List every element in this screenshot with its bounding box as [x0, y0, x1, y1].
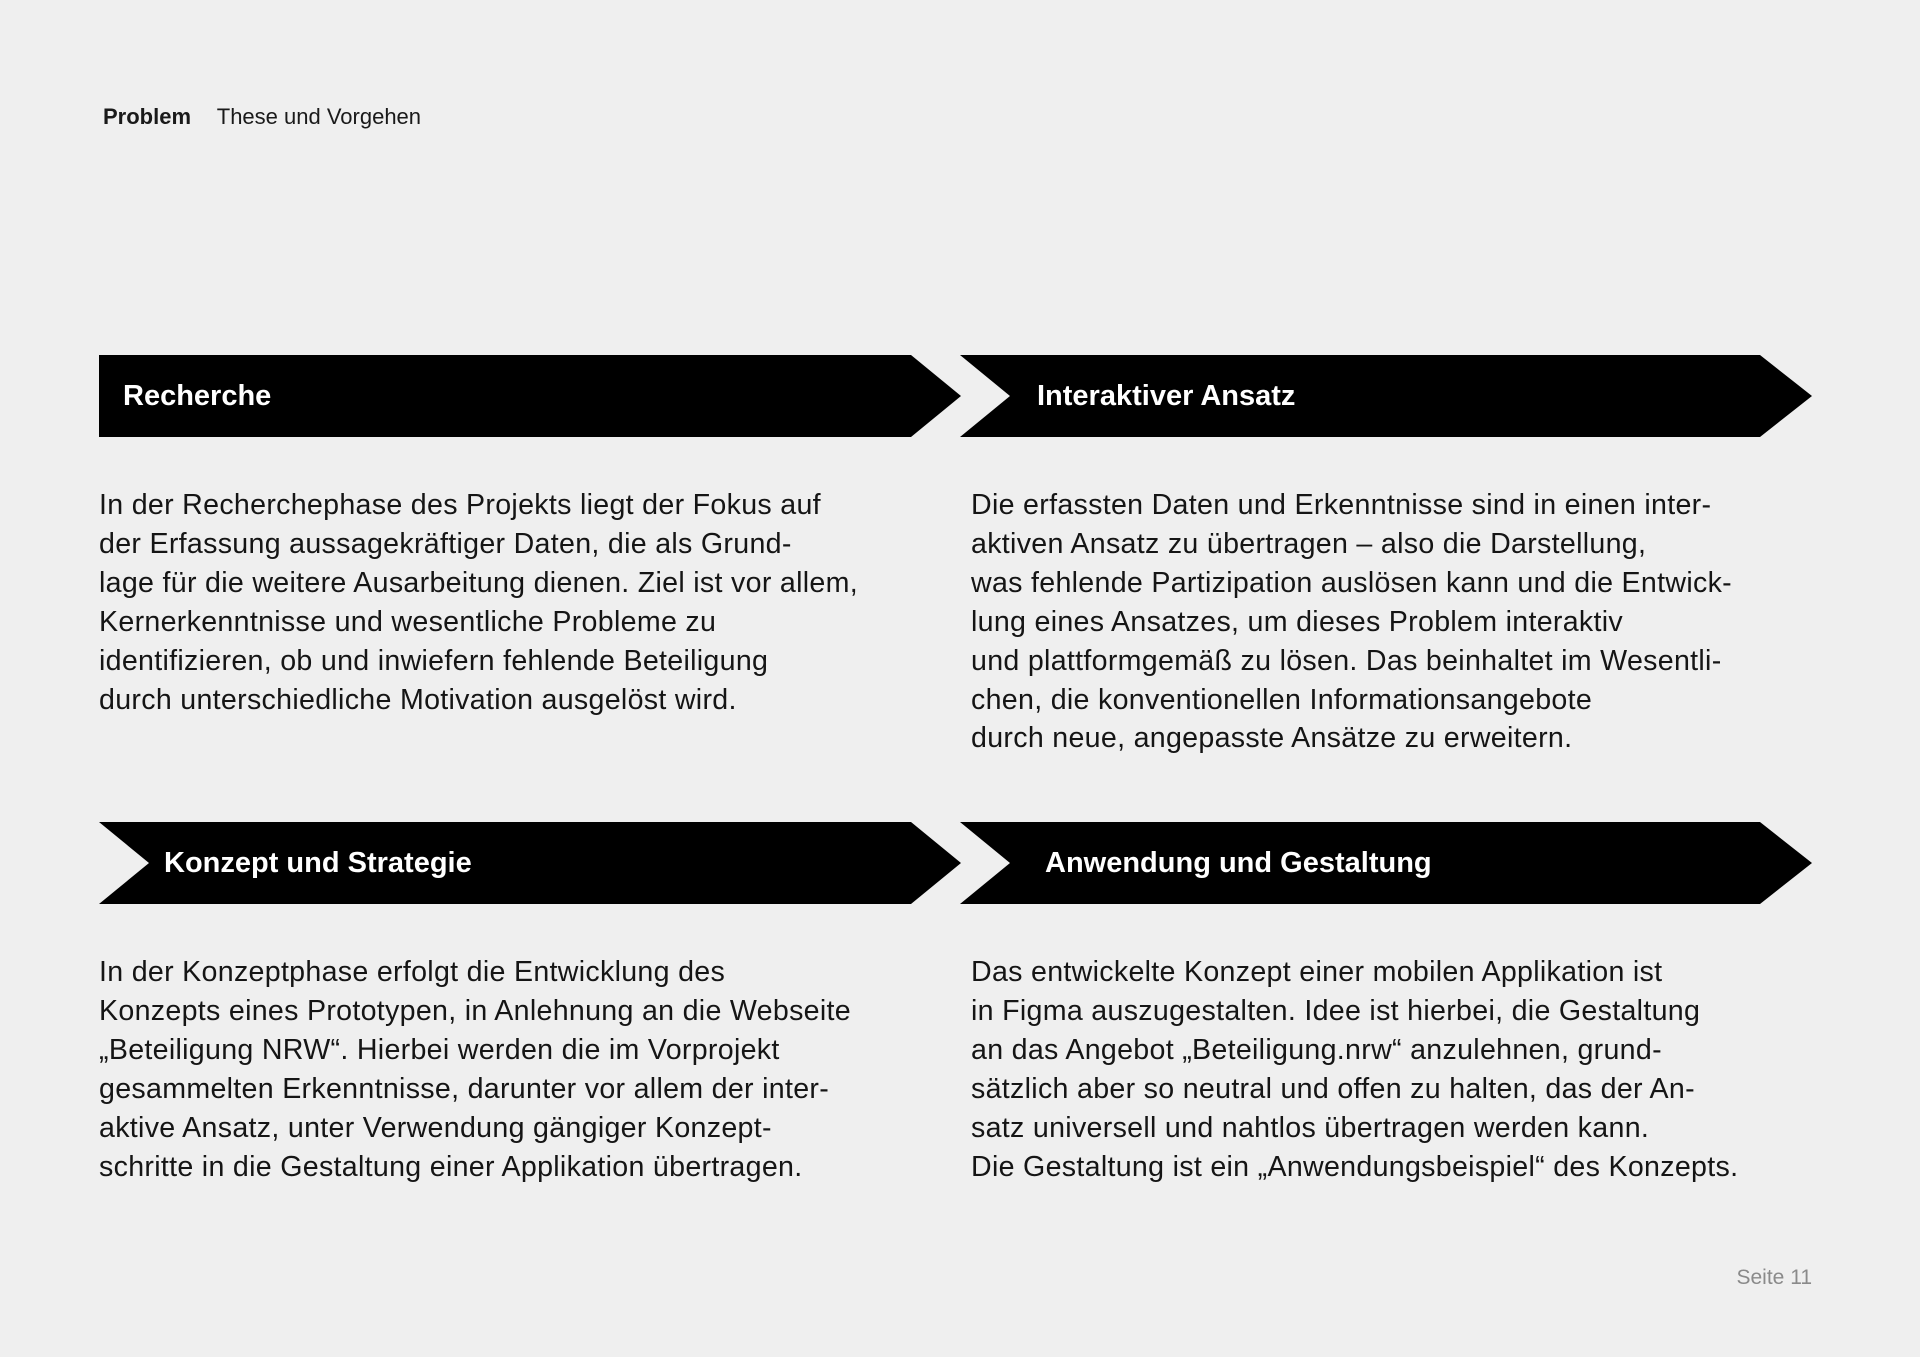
page-number: Seite 11 [1736, 1266, 1812, 1289]
step-arrow-recherche [99, 355, 961, 437]
breadcrumb [103, 104, 421, 130]
step-description-konzept-und-strategie: In der Konzeptphase erfolgt die Entwicklung des Konzepts eines Prototypen, in Anlehnung an die Webseite „Beteiligung NRW“. Hierbei werden die im Vorprojekt gesammelten Erkenntnisse, darunter vor allem der inter- aktive Ansatz, unter Verwendung gängiger Konzept- schritte in die Gestaltung einer Applikation übertragen. [99, 956, 851, 1183]
step-description-interaktiver-ansatz: Die erfassten Daten und Erkenntnisse sind in einen inter- aktiven Ansatz zu übertragen – also die Darstellung, was fehlende Partizipation auslösen kann und die Entwick- lung eines Ansatzes, um dieses Problem interaktiv und plattformgemäß zu lösen. Das beinhaltet im Wesentli- chen, die konventionellen Informationsangebote durch neue, angepasste Ansätze zu erweitern. [971, 489, 1732, 755]
step-title: Konzept und Strategie [164, 847, 472, 879]
step-title: Recherche [123, 380, 272, 412]
step-title: Anwendung und Gestaltung [1045, 847, 1432, 879]
breadcrumb-section: Problem [103, 104, 192, 129]
step-description-anwendung-und-gestaltung: Das entwickelte Konzept einer mobilen Applikation ist in Figma auszugestalten. Idee ist hierbei, die Gestaltung an das Angebot „Beteiligung.nrw“ anzulehnen, grund- sätzlich aber so neutral und offen zu halten, das der An- satz universell und nahtlos übertragen werden kann. Die Gestaltung ist ein „Anwendungsbeispiel“ des Konzepts. [971, 956, 1739, 1183]
step-arrow-interaktiver-ansatz [960, 355, 1812, 437]
step-arrow-konzept-und-strategie [99, 822, 961, 904]
breadcrumb-subsection: These und Vorgehen [216, 104, 422, 129]
step-title: Interaktiver Ansatz [1037, 380, 1296, 412]
step-description-recherche: In der Recherchephase des Projekts liegt der Fokus auf der Erfassung aussagekräftiger Daten, die als Grund- lage für die weitere Ausarbeitung dienen. Ziel ist vor allem, Kernerkenntnisse und wesentliche Probleme zu identifizieren, ob und inwiefern fehlende Beteiligung durch unterschiedliche Motivation ausgelöst wird. [99, 489, 858, 716]
step-arrow-anwendung-und-gestaltung [960, 822, 1812, 904]
